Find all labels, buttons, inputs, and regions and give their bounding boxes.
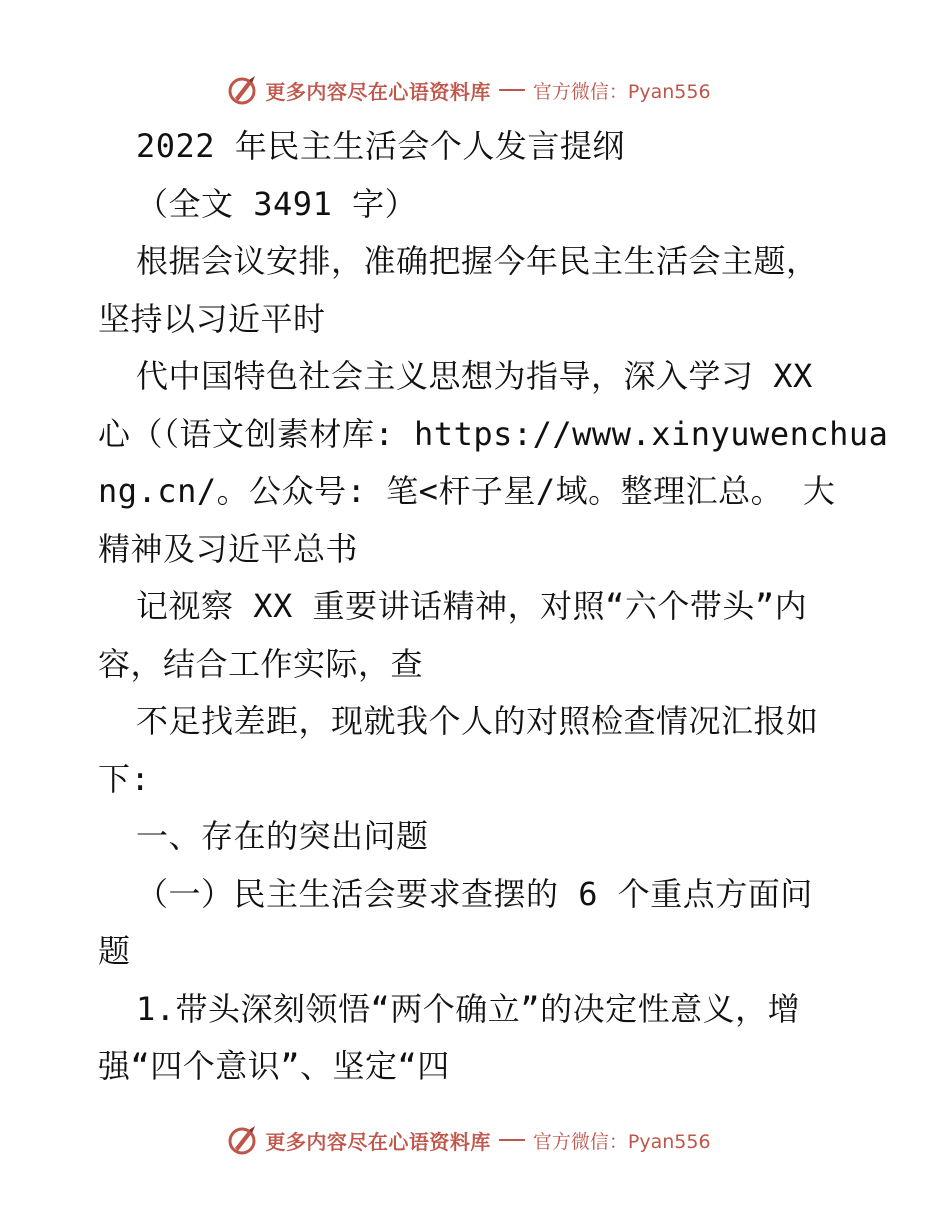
header-banner [0,70,950,110]
subsection-heading-continued: 题 [98,932,131,970]
banner-content [227,1124,710,1156]
banner-content [227,74,710,106]
paragraph-line: 记视察 XX 重要讲话精神，对照“六个带头”内 [136,587,808,625]
section-heading: 一、存在的突出问题 [136,817,429,855]
paragraph-line: 坚持以习近平时 [98,299,326,338]
banner-divider [499,1139,525,1141]
paragraph-line: 代中国特色社会主义思想为指导，深入学习 XX [136,357,813,395]
paragraph-line: 根据会议安排，准确把握今年民主生活会主题， [136,242,819,280]
paragraph-line: 不足找差距，现就我个人的对照检查情况汇报如 [136,702,819,740]
paragraph-line: 心（（语文创素材库: https://www.xinyuwenchua [98,414,889,453]
doc-title: 2022 年民主生活会个人发言提纲 [136,127,625,165]
list-item-line: 1.带头深刻领悟“两个确立”的决定性意义，增 [136,989,801,1028]
footer-banner [0,1120,950,1160]
quill-pen-logo-icon [227,74,259,106]
document-body [98,118,889,1096]
banner-slogan: 更多内容尽在心语资料库 [265,1129,491,1154]
doc-word-count: （全文 3491 字） [136,184,418,223]
paragraph-line: 下: [98,759,151,798]
banner-slogan: 更多内容尽在心语资料库 [265,79,491,104]
banner-divider [499,89,525,91]
paragraph-line: 容，结合工作实际，查 [98,644,424,683]
paragraph-line: ng.cn/。公众号: 笔<杆子星/域。整理汇总。 大 [98,472,836,510]
banner-contact: 官方微信：Pyan556 [532,80,711,103]
paragraph-line: 精神及习近平总书 [98,529,359,568]
quill-pen-logo-icon [227,1124,259,1156]
list-item-line: 强“四个意识”、坚定“四 [98,1047,450,1085]
banner-contact: 官方微信：Pyan556 [532,1130,711,1153]
subsection-heading: （一）民主生活会要求查摆的 6 个重点方面问 [136,874,813,913]
